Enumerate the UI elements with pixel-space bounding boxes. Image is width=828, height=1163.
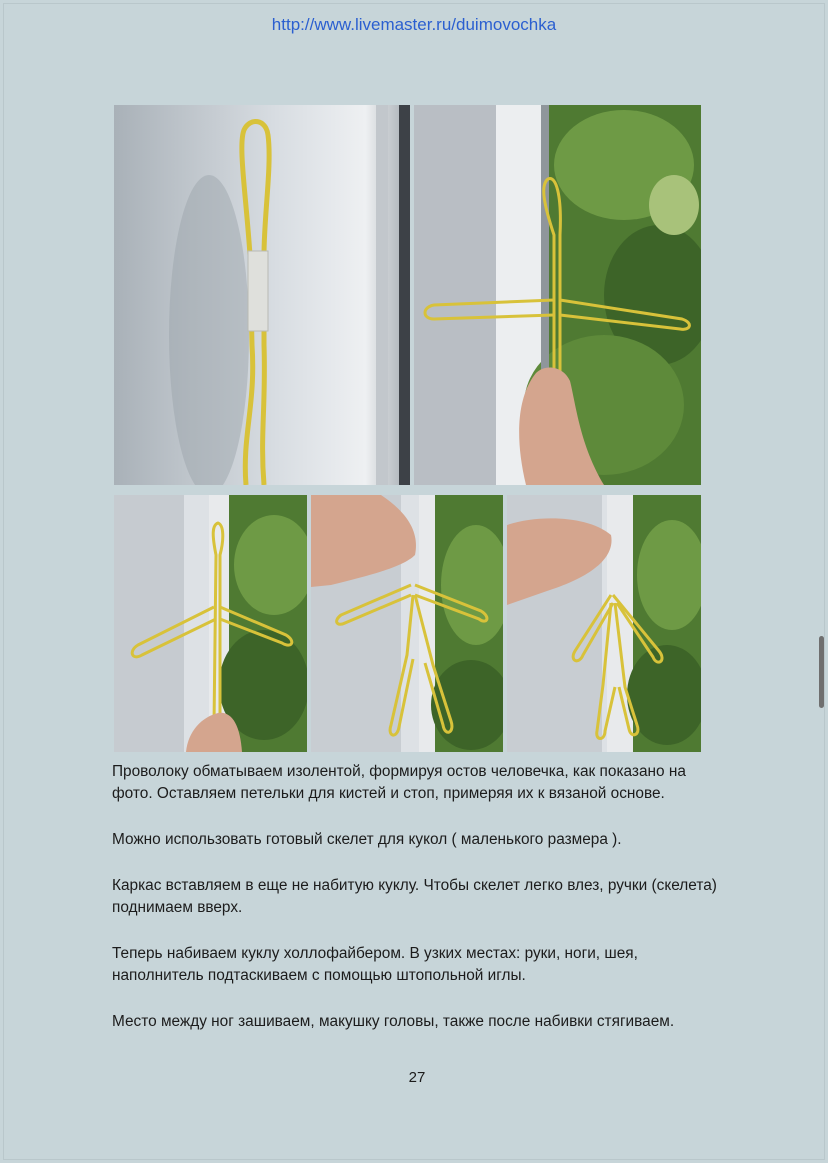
photo-wrapped-figure-2 bbox=[311, 495, 503, 752]
photo-wrapped-figure-1 bbox=[114, 495, 307, 752]
header-url-link[interactable]: http://www.livemaster.ru/duimovochka bbox=[271, 15, 557, 34]
paragraph-2: Можно использовать готовый скелет для кукол ( маленького размера ). bbox=[112, 831, 622, 848]
scrollbar-thumb[interactable] bbox=[819, 636, 824, 708]
body-text bbox=[112, 761, 722, 1057]
paragraph-3: Каркас вставляем в еще не набитую куклу. Чтобы скелет легко влез, ручки (скелета) поднимаем вверх. bbox=[112, 877, 717, 916]
paragraph-4: Теперь набиваем куклу холлофайбером. В узких местах: руки, ноги, шея, наполнитель подтаскиваем с помощью штопольной иглы. bbox=[112, 945, 638, 984]
photo-wire-cross bbox=[414, 105, 701, 485]
paragraph-5: Место между ног зашиваем, макушку головы, также после набивки стягиваем. bbox=[112, 1013, 675, 1030]
paragraph-1: Проволоку обматываем изолентой, формируя остов человечка, как показано на фото. Оставляем петельки для кистей и стоп, примеряя их к вязаной основе. bbox=[112, 763, 686, 802]
photo-wrapped-figure-3 bbox=[507, 495, 701, 752]
photo-wire-loop bbox=[114, 105, 410, 485]
page-number: 27 bbox=[408, 1069, 426, 1086]
document-page bbox=[3, 3, 825, 1160]
